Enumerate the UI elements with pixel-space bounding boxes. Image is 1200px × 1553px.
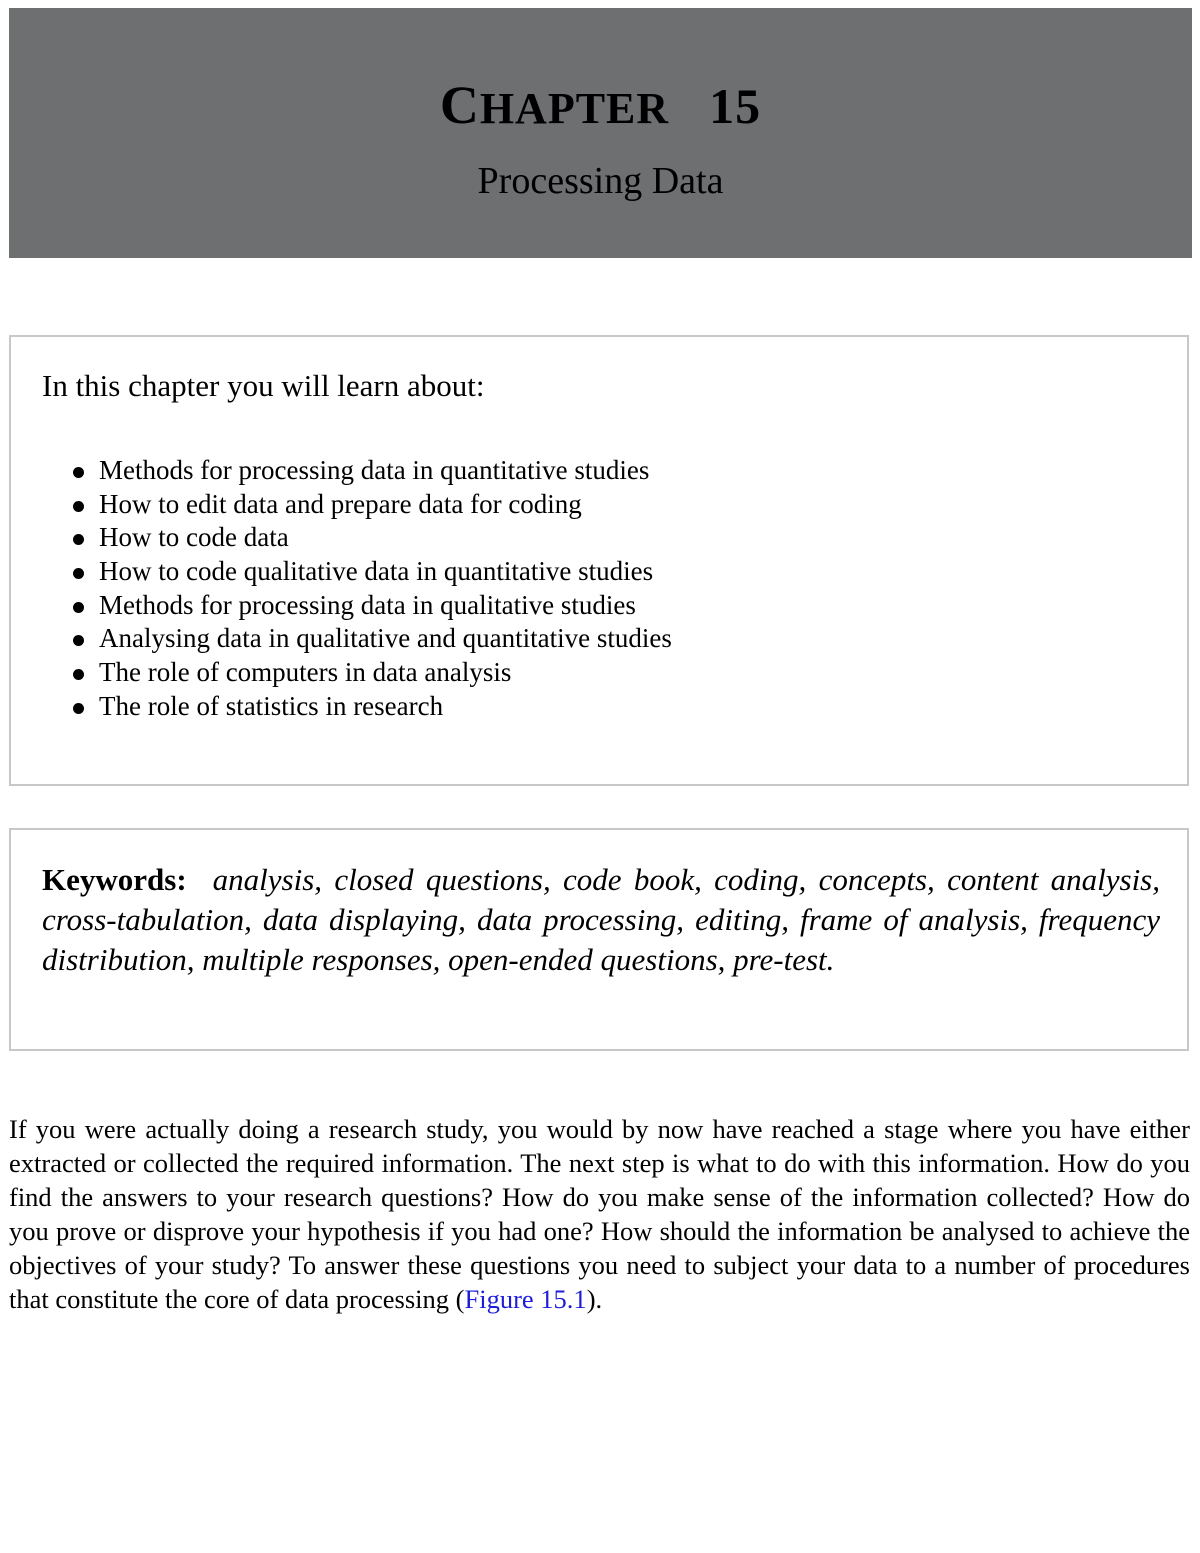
bullet-icon [73, 467, 84, 478]
chapter-number: 15 [709, 78, 762, 134]
chapter-subtitle: Processing Data [477, 160, 724, 202]
bullet-icon [73, 669, 84, 680]
list-item-text: How to code qualitative data in quantitative studies [99, 556, 654, 587]
list-item [71, 555, 672, 589]
list-item [71, 521, 672, 555]
chapter-title-first-letter: C [439, 75, 480, 135]
body-paragraph-end: ). [586, 1283, 603, 1314]
list-item-text: Methods for processing data in qualitative studies [99, 589, 636, 620]
list-item [71, 488, 672, 522]
figure-link[interactable]: Figure 15.1 [464, 1283, 587, 1314]
list-item-text: Analysing data in qualitative and quantitative studies [99, 623, 672, 654]
bullet-icon [73, 534, 84, 545]
bullet-icon [73, 703, 84, 714]
keywords-box [9, 828, 1189, 1051]
bullet-icon [73, 635, 84, 646]
list-item-text: How to code data [99, 522, 289, 553]
list-item [71, 656, 672, 690]
keywords-label: Keywords: [42, 862, 187, 897]
bullet-icon [73, 602, 84, 613]
keywords-list: analysis, closed questions, code book, coding, concepts, content analysis, cross-tabulation, data displaying, data processing, editing, frame of analysis, frequency distribution, multiple responses, open-ended questions, pre-test. [42, 862, 1160, 977]
chapter-header [9, 8, 1192, 258]
learning-objectives-list [71, 454, 672, 724]
learning-objectives-box [9, 335, 1189, 786]
chapter-title [9, 75, 1192, 135]
list-item [71, 622, 672, 656]
keywords-text [42, 860, 1160, 980]
list-item [71, 454, 672, 488]
body-paragraph-text: If you were actually doing a research study, you would by now have reached a stage where you have either extracted or collected the required information. The next step is what to do with this information. How do you find the answers to your research questions? How do you make sense of the information collected? How do you prove or disprove your hypothesis if you had one? How should the information be analysed to achieve the objectives of your study? To answer these questions you need to subject your data to a number of procedures that constitute the core of data processing ( [9, 1114, 1190, 1314]
list-item [71, 589, 672, 623]
chapter-title-word: HAPTER [479, 84, 670, 133]
bullet-icon [73, 501, 84, 512]
list-item-text: The role of computers in data analysis [99, 657, 512, 688]
list-item [71, 690, 672, 724]
learning-objectives-intro: In this chapter you will learn about: [42, 368, 485, 403]
list-item-text: How to edit data and prepare data for coding [99, 488, 582, 519]
bullet-icon [73, 568, 84, 579]
list-item-text: Methods for processing data in quantitative studies [99, 455, 650, 485]
list-item-text: The role of statistics in research [99, 690, 444, 721]
body-paragraph [9, 1113, 1190, 1316]
